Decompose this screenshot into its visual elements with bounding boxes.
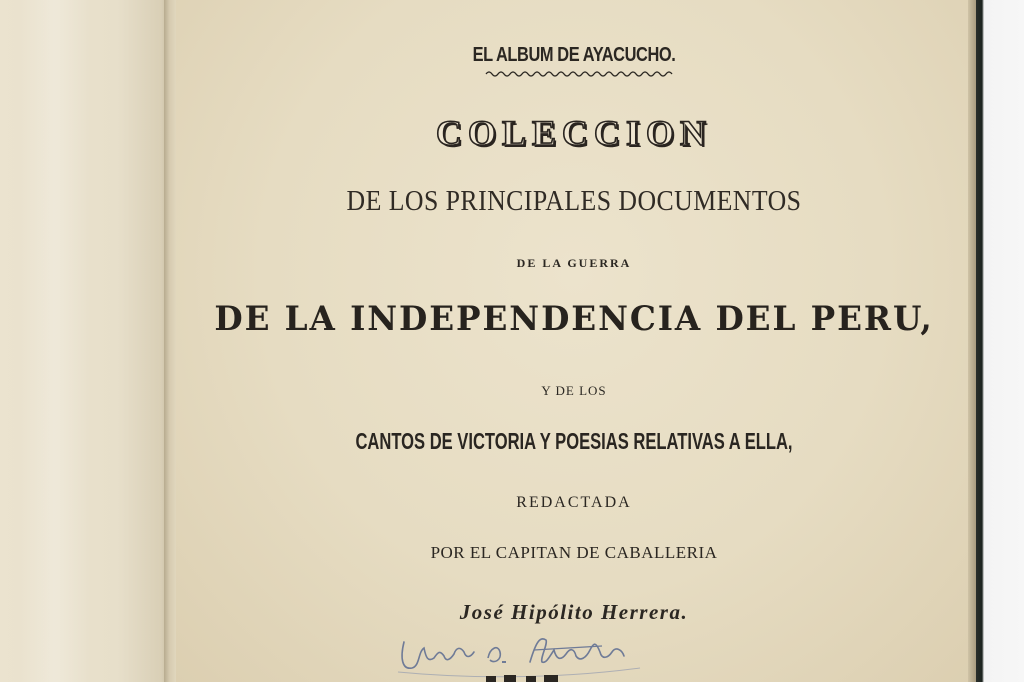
coleccion-heading: COLECCION <box>435 113 713 153</box>
de-la-guerra: DE LA GUERRA <box>516 256 632 270</box>
y-de-los: Y DE LOS <box>541 383 607 398</box>
documents-subtitle: DE LOS PRINCIPALES DOCUMENTOS <box>346 186 802 217</box>
album-title: EL ALBUM DE AYACUCHO. <box>472 44 676 66</box>
wavy-underline <box>176 69 972 79</box>
printed-fragment <box>480 672 570 682</box>
redactada-line: REDACTADA <box>516 494 632 511</box>
byline: POR EL CAPITAN DE CABALLERIA <box>430 543 718 562</box>
left-page <box>0 0 168 682</box>
book-cover-board <box>976 0 1024 682</box>
independencia-heading: DE LA INDEPENDENCIA DEL PERU, <box>214 299 934 339</box>
author-name: José Hipólito Herrera. <box>459 600 689 624</box>
cantos-line: CANTOS DE VICTORIA Y POESIAS RELATIVAS A ELLA, <box>355 428 793 454</box>
title-page-text <box>176 0 972 682</box>
